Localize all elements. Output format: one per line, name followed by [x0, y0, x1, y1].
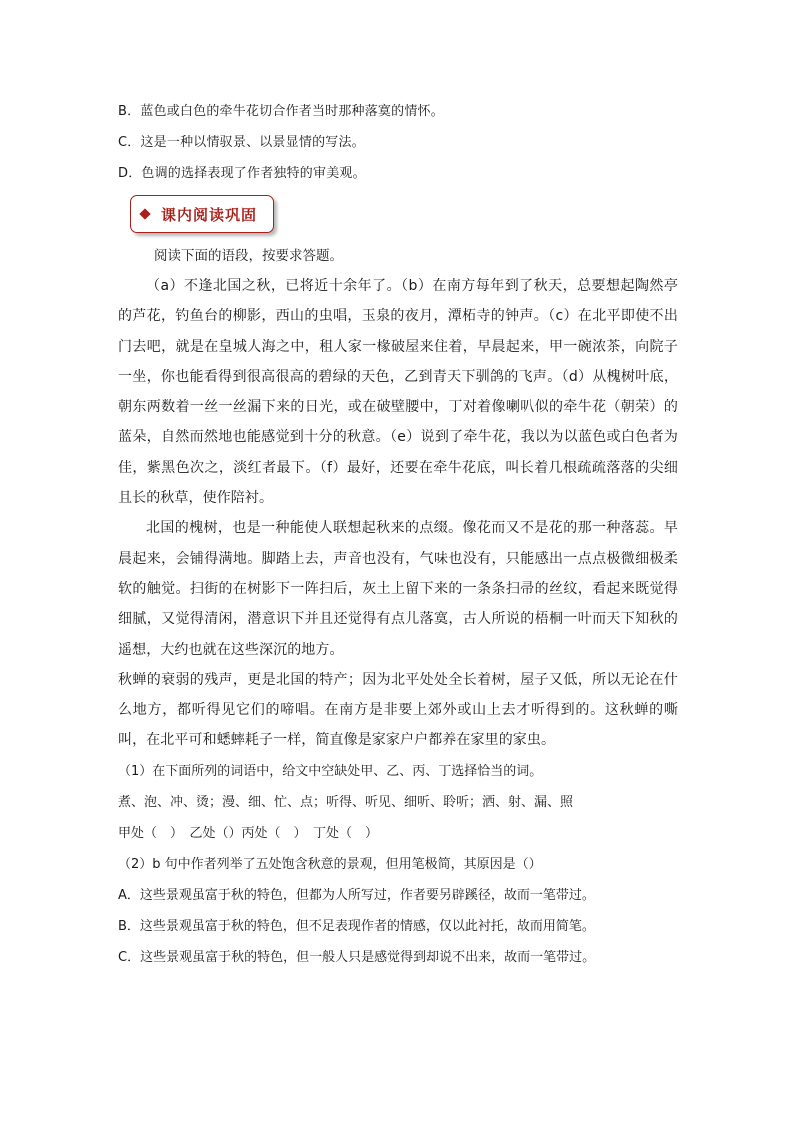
question-2: （2）b 句中作者列举了五处饱含秋意的景观，但用笔极简，其原因是（） — [118, 856, 542, 872]
passage-paragraph-1: （a）不逢北国之秋，已将近十余年了。（b）在南方每年到了秋天，总要想起陶然亭的芦花，钓鱼台的柳影，西山的虫唱，玉泉的夜月，潭柘寺的钟声。（c）在北平即使不出门去吧，就是在皇城人海之中，租人家一椽破屋来住着，早晨起来，甲一碗浓茶，向院子一坐，你也能看得到很高很高的碧绿的天色，乙到青天下驯鸽的飞声。（d）从槐树叶底，朝东两数着一丝一丝漏下来的日光，或在破壁腰中，丁对着像喇叭似的牵牛花（朝荣）的蓝朵，自然而然地也能感觉到十分的秋意。（e）说到了牵牛花，我以为以蓝色或白色者为佳，紫黑色次之，淡红者最下。（f）最好，还要在牵牛花底，叫长着几根疏疏落落的尖细且长的秋草，使作陪衬。 — [118, 278, 678, 507]
question-1-word-list: 煮、泡、冲、烫；漫、细、忙、点；听得、听见、细听、聆听；洒、射、漏、照 — [118, 794, 574, 810]
passage-paragraph-2: 北国的槐树，也是一种能使人联想起秋来的点缀。像花而又不是花的那一种落蕊。早晨起来，会铺得满地。脚踏上去，声音也没有，气味也没有，只能感出一点点极微细极柔软的触觉。扫街的在树影下一阵扫后，灰土上留下来的一条条扫帚的丝纹，看起来既觉得细腻，又觉得清闲，潜意识下并且还觉得有点儿落寞，古人所说的梧桐一叶而天下知秋的遥想，大约也就在这些深沉的地方。 — [118, 520, 678, 658]
question-1: （1）在下面所列的词语中，给文中空缺处甲、乙、丙、丁选择恰当的词。 — [118, 763, 543, 779]
reading-instruction: 阅读下面的语段，按要求答题。 — [154, 248, 343, 264]
option-b: B．蓝色或白色的牵牛花切合作者当时那种落寞的情怀。 — [118, 104, 444, 119]
passage-paragraph-3: 秋蝉的衰弱的残声，更是北国的特产；因为北平处处全长着树，屋子又低，所以无论在什么地方，都听得见它们的啼唱。在南方是非要上郊外或山上去才听得到的。这秋蝉的嘶叫，在北平可和蟋蟀耗子一样，简直像是家家户户都养在家里的家虫。 — [118, 671, 678, 749]
question-2-option-c: C．这些景观虽富于秋的特色，但一般人只是感觉得到却说不出来，故而一笔带过。 — [118, 949, 596, 965]
section-title: 课内阅读巩固 — [161, 205, 258, 224]
option-d: D．色调的选择表现了作者独特的审美观。 — [118, 166, 366, 181]
question-2-option-b: B．这些景观虽富于秋的特色，但不足表现作者的情感，仅以此衬托，故而用简笔。 — [118, 918, 595, 934]
section-header — [130, 195, 274, 233]
question-2-option-a: A．这些景观虽富于秋的特色，但都为人所写过，作者要另辟蹊径，故而一笔带过。 — [118, 887, 595, 903]
diamond-bullet-icon — [139, 208, 150, 219]
document-page — [118, 96, 678, 973]
question-1-blanks: 甲处（ ） 乙处（）丙处（ ） 丁处（ ） — [118, 825, 379, 841]
option-c: C．这是一种以情驭景、以景显情的写法。 — [118, 135, 365, 150]
